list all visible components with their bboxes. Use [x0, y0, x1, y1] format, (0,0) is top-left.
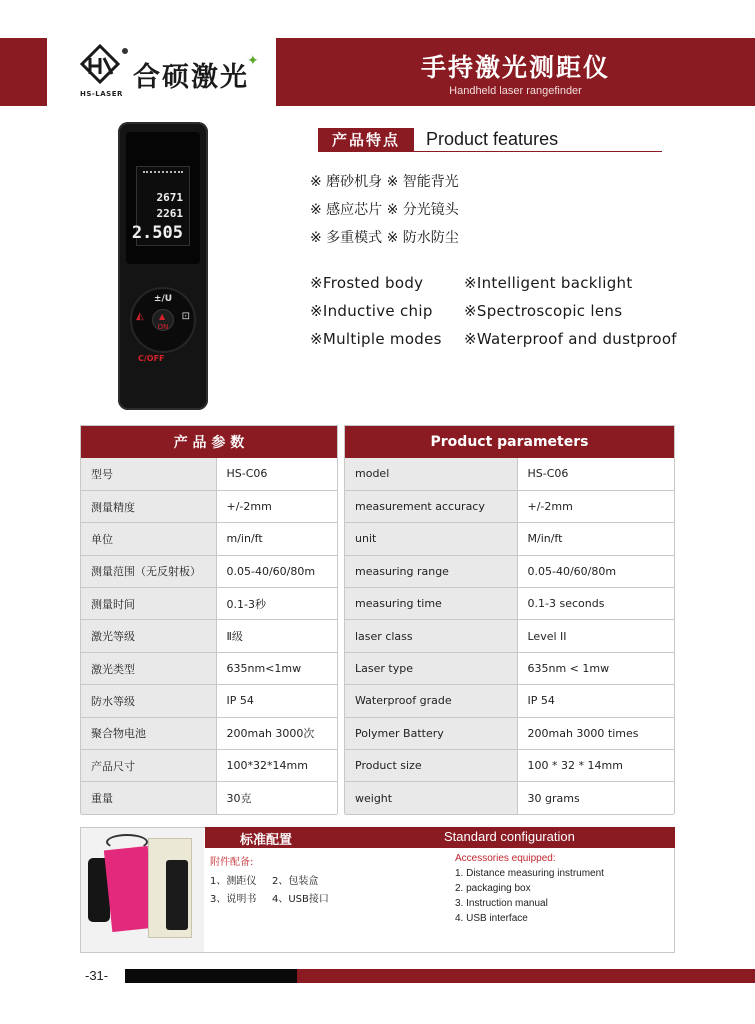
param-row: [345, 588, 674, 620]
page-subtitle: Handheld laser rangefinder: [449, 85, 582, 97]
config-title-cn: 标准配置: [240, 833, 293, 848]
param-row: [345, 717, 674, 749]
param-key: Waterproof grade: [345, 685, 517, 717]
param-key: 测量时间: [81, 588, 216, 620]
feature-en-left-1: ※Frosted body: [310, 274, 424, 292]
param-row: [345, 490, 674, 522]
param-value: 100*32*14mm: [216, 750, 337, 782]
param-key: 产品尺寸: [81, 750, 216, 782]
config-title-en: Standard configuration: [444, 829, 575, 844]
brand-star-icon: ✦: [247, 53, 259, 69]
device-control-dial: [130, 287, 196, 353]
param-key: 防水等级: [81, 685, 216, 717]
param-value: 0.05-40/60/80m: [517, 555, 674, 587]
lcd-reading-2: 2261: [156, 207, 183, 220]
param-row: [81, 555, 337, 587]
param-key: 测量范围（无反射板）: [81, 555, 216, 587]
param-value: HS-C06: [517, 458, 674, 490]
function-icon: ⊡: [181, 311, 190, 322]
features-rule: [414, 151, 662, 152]
dial-off-label: C/OFF: [138, 354, 165, 363]
param-row: [345, 782, 674, 814]
param-key: 激光类型: [81, 652, 216, 684]
param-value: IP 54: [517, 685, 674, 717]
param-key: measurement accuracy: [345, 490, 517, 522]
param-key: Product size: [345, 750, 517, 782]
param-value: m/in/ft: [216, 523, 337, 555]
registered-mark-icon: [122, 48, 128, 54]
logo-subtext: HS-LASER: [80, 90, 123, 98]
param-row: [81, 523, 337, 555]
feature-cn-row-2: ※ 感应芯片 ※ 分光镜头: [310, 202, 459, 218]
param-key: 测量精度: [81, 490, 216, 522]
lcd-status-icons: [143, 171, 183, 181]
param-row: [345, 652, 674, 684]
param-value: 635nm<1mw: [216, 652, 337, 684]
param-row: [81, 652, 337, 684]
device-lcd: [131, 166, 190, 246]
param-key: laser class: [345, 620, 517, 652]
param-key: 单位: [81, 523, 216, 555]
config-item-en: 2. packaging box: [455, 883, 531, 894]
param-row: [81, 685, 337, 717]
feature-en-left-2: ※Inductive chip: [310, 302, 433, 320]
params-table-en: [344, 425, 675, 814]
param-value: Level II: [517, 620, 674, 652]
config-item-en: 1. Distance measuring instrument: [455, 868, 604, 879]
param-row: [81, 458, 337, 490]
param-row: [345, 620, 674, 652]
param-row: [81, 717, 337, 749]
lcd-reading-main: 2.505: [131, 223, 183, 243]
config-subtitle-en: Accessories equipped:: [455, 853, 556, 864]
param-row: [81, 782, 337, 814]
param-key: measuring time: [345, 588, 517, 620]
param-key: unit: [345, 523, 517, 555]
param-value: M/in/ft: [517, 523, 674, 555]
param-row: [81, 750, 337, 782]
params-cn-heading: 产 品 参 数: [81, 426, 337, 458]
param-key: Polymer Battery: [345, 717, 517, 749]
page-title: 手持激光测距仪: [420, 53, 610, 82]
param-value: 0.05-40/60/80m: [216, 555, 337, 587]
param-value: IP 54: [216, 685, 337, 717]
brand-name-cn: 合硕激光: [133, 62, 249, 93]
footer-black-bar: [125, 969, 297, 983]
lcd-reading-1: 2671: [156, 191, 183, 204]
device-screen: [126, 132, 200, 264]
dial-on-label: ON: [157, 323, 169, 331]
param-row: [345, 458, 674, 490]
config-item-cn: 1、测距仪: [210, 876, 257, 887]
rangefinder-device-image: [118, 122, 208, 410]
laser-triangle-icon: ◭: [136, 311, 144, 322]
feature-en-right-3: ※Waterproof and dustproof: [464, 330, 677, 348]
feature-cn-row-1: ※ 磨砂机身 ※ 智能背光: [310, 174, 459, 190]
measure-arrow-icon: ▲: [159, 312, 166, 321]
param-row: [81, 490, 337, 522]
feature-cn-row-3: ※ 多重模式 ※ 防水防尘: [310, 230, 459, 246]
param-key: 激光等级: [81, 620, 216, 652]
features-heading: Product features: [426, 129, 559, 149]
param-row: [81, 620, 337, 652]
header-left-bar: [0, 38, 47, 106]
param-value: Ⅱ级: [216, 620, 337, 652]
param-row: [81, 588, 337, 620]
feature-en-right-2: ※Spectroscopic lens: [464, 302, 623, 320]
param-value: 0.1-3 seconds: [517, 588, 674, 620]
page-number: -31-: [85, 968, 109, 983]
param-value: 635nm < 1mw: [517, 652, 674, 684]
param-key: measuring range: [345, 555, 517, 587]
config-item-cn: 4、USB接口: [272, 894, 329, 905]
param-value: +/-2mm: [517, 490, 674, 522]
config-item-cn: 2、包装盒: [272, 876, 319, 887]
param-value: 30 grams: [517, 782, 674, 814]
param-key: Laser type: [345, 652, 517, 684]
param-value: HS-C06: [216, 458, 337, 490]
param-value: 200mah 3000 times: [517, 717, 674, 749]
config-subtitle-cn: 附件配备:: [210, 857, 254, 868]
config-item-en: 4. USB interface: [455, 913, 528, 924]
param-key: model: [345, 458, 517, 490]
param-value: 0.1-3秒: [216, 588, 337, 620]
param-value: 30克: [216, 782, 337, 814]
config-item-cn: 3、说明书: [210, 894, 257, 905]
param-value: 200mah 3000次: [216, 717, 337, 749]
feature-en-left-3: ※Multiple modes: [310, 330, 442, 348]
param-row: [345, 523, 674, 555]
param-row: [345, 750, 674, 782]
config-item-en: 3. Instruction manual: [455, 898, 548, 909]
features-tag: 产品特点: [318, 128, 414, 152]
param-value: +/-2mm: [216, 490, 337, 522]
dial-plus-minus-label: ±/U: [153, 294, 173, 304]
param-row: [345, 685, 674, 717]
feature-en-right-1: ※Intelligent backlight: [464, 274, 633, 292]
param-value: 100 * 32 * 14mm: [517, 750, 674, 782]
param-key: 型号: [81, 458, 216, 490]
param-row: [345, 555, 674, 587]
params-table-cn: [80, 425, 338, 814]
boxed-device-photo: [166, 860, 188, 930]
params-en-heading: Product parameters: [345, 426, 674, 458]
footer-red-bar: [297, 969, 755, 983]
param-key: weight: [345, 782, 517, 814]
param-key: 聚合物电池: [81, 717, 216, 749]
param-key: 重量: [81, 782, 216, 814]
